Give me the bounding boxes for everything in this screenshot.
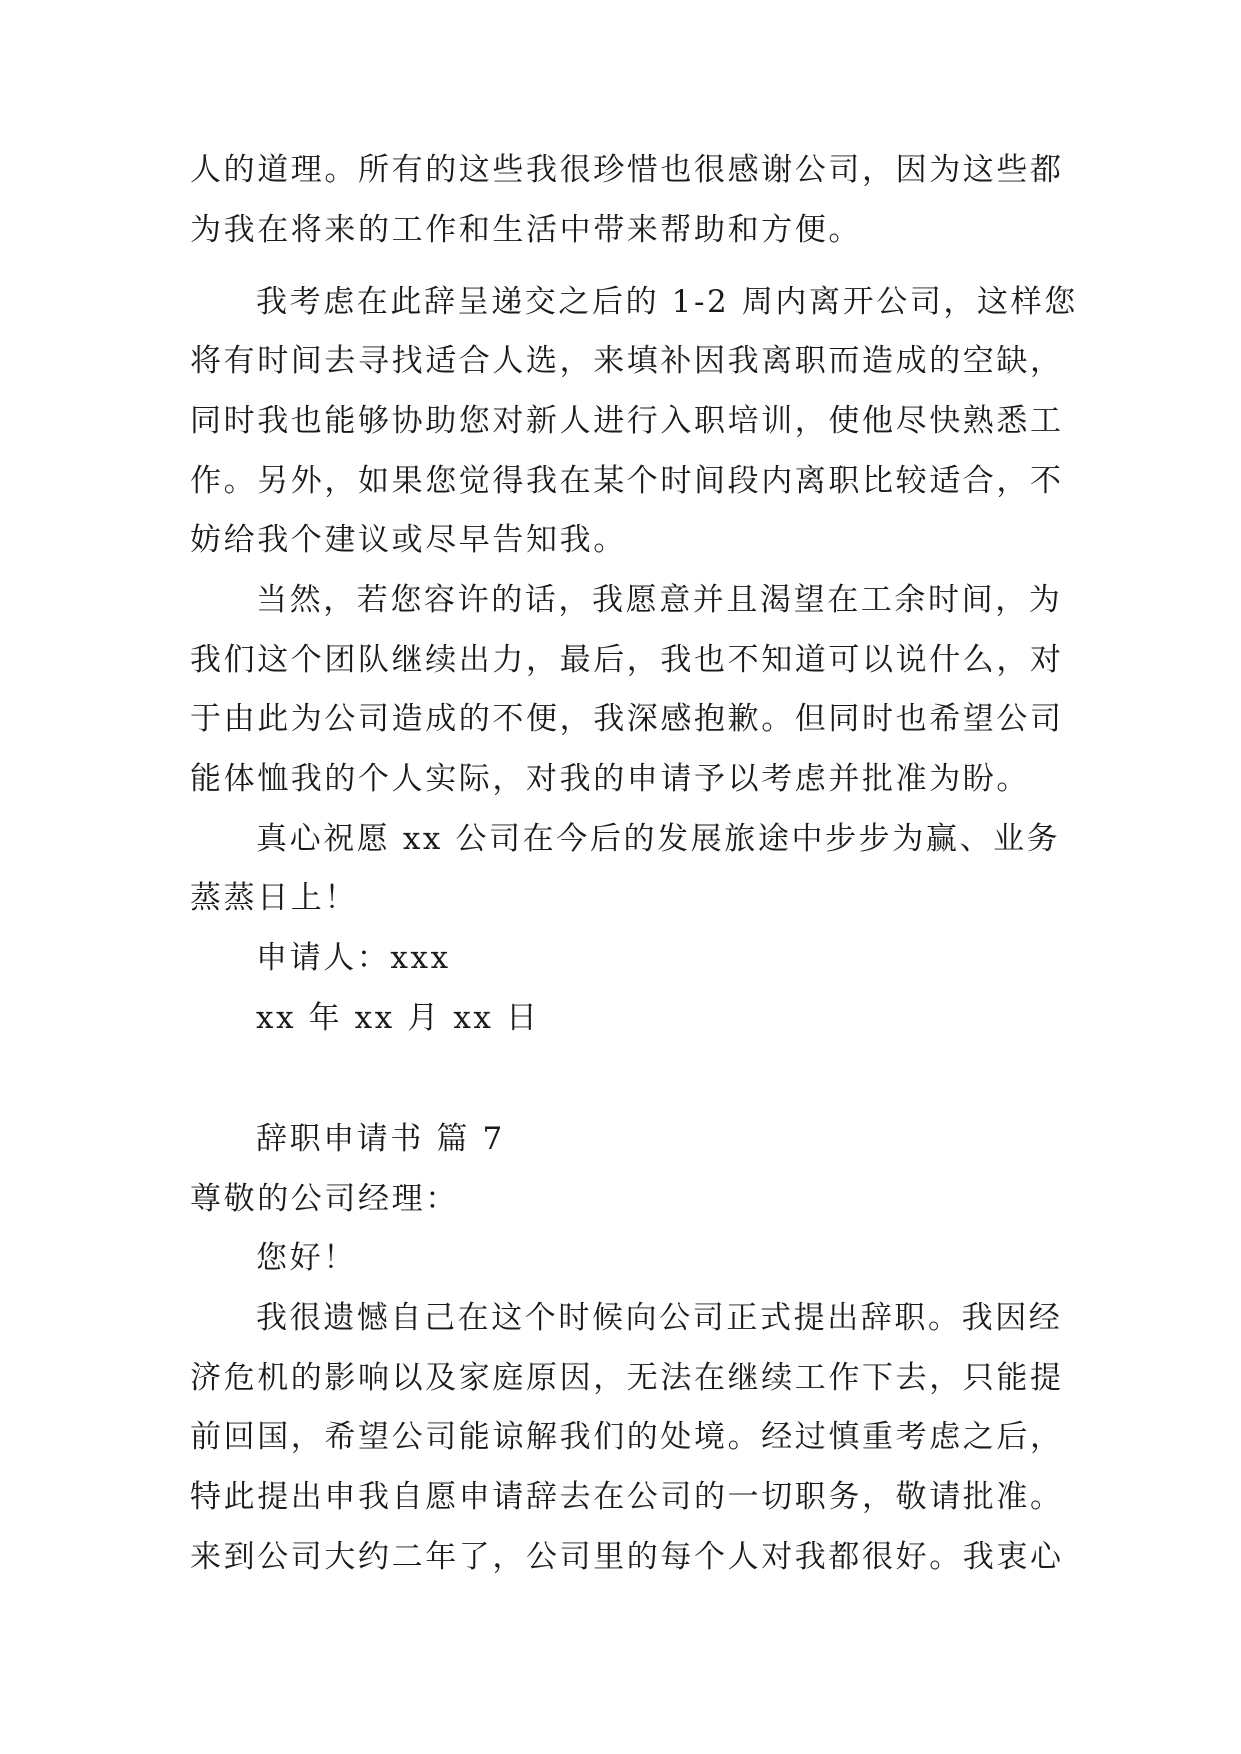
paragraph-line: 前回国，希望公司能谅解我们的处境。经过慎重考虑之后， — [190, 1419, 1064, 1455]
paragraph-line: 人的道理。所有的这些我很珍惜也很感谢公司，因为这些都 — [190, 152, 1064, 188]
applicant-line: 申请人：xxx — [256, 940, 451, 976]
paragraph-line: 蒸蒸日上！ — [190, 880, 358, 916]
paragraph-line: 同时我也能够协助您对新人进行入职培训，使他尽快熟悉工 — [190, 403, 1064, 439]
paragraph-line: 于由此为公司造成的不便，我深感抱歉。但同时也希望公司 — [190, 701, 1064, 737]
paragraph-line: 当然，若您容许的话，我愿意并且渴望在工余时间，为 — [256, 582, 1063, 618]
paragraph-line: 为我在将来的工作和生活中带来帮助和方便。 — [190, 212, 862, 248]
paragraph-line: 我们这个团队继续出力，最后，我也不知道可以说什么，对 — [190, 642, 1064, 678]
paragraph-line: 能体恤我的个人实际，对我的申请予以考虑并批准为盼。 — [190, 761, 1030, 797]
paragraph-line: 济危机的影响以及家庭原因，无法在继续工作下去，只能提 — [190, 1360, 1064, 1396]
section-title: 辞职申请书 篇 7 — [256, 1121, 505, 1157]
paragraph-line: 将有时间去寻找适合人选，来填补因我离职而造成的空缺， — [190, 343, 1064, 379]
paragraph-line: 我很遗憾自己在这个时候向公司正式提出辞职。我因经 — [256, 1300, 1063, 1336]
paragraph-line: 妨给我个建议或尽早告知我。 — [190, 522, 627, 558]
paragraph-line: 特此提出申我自愿申请辞去在公司的一切职务，敬请批准。 — [190, 1479, 1064, 1515]
greeting: 您好！ — [256, 1240, 357, 1276]
paragraph-line: 来到公司大约二年了，公司里的每个人对我都很好。我衷心 — [190, 1539, 1064, 1575]
date-line: xx 年 xx 月 xx 日 — [256, 1000, 540, 1036]
paragraph-line: 我考虑在此辞呈递交之后的 1-2 周内离开公司，这样您 — [256, 284, 1078, 320]
salutation: 尊敬的公司经理： — [190, 1181, 459, 1217]
paragraph-line: 真心祝愿 xx 公司在今后的发展旅途中步步为赢、业务 — [256, 821, 1061, 857]
paragraph-line: 作。另外，如果您觉得我在某个时间段内离职比较适合，不 — [190, 463, 1064, 499]
